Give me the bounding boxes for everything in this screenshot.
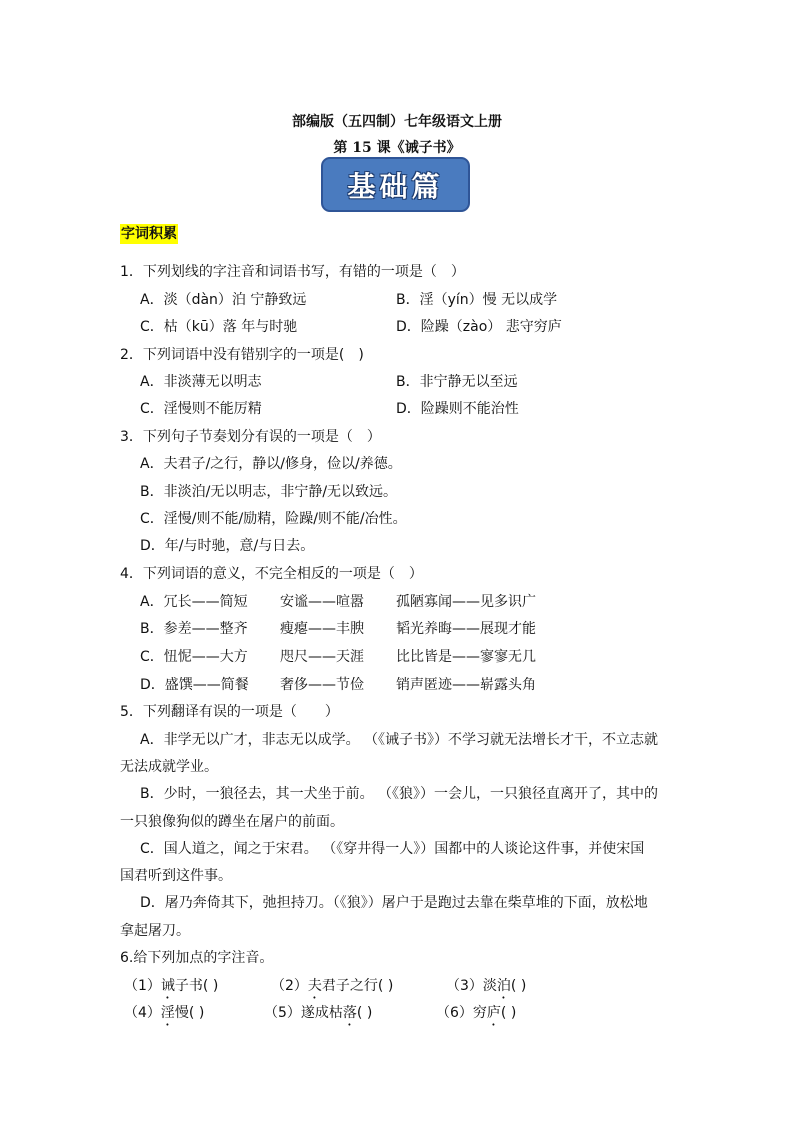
q3-option-c: C．淫慢/则不能/励精，险躁/则不能/冶性。: [140, 511, 407, 527]
q6-item-blank: ( ): [356, 1005, 373, 1021]
q4-row-a-col3: 孤陋寡闻——见多识广: [396, 594, 536, 610]
q6-dotted-char: 诫: [160, 978, 175, 994]
q6-item-4: [124, 1003, 204, 1029]
q4-row-b-col3: 韬光养晦——展现才能: [396, 621, 536, 637]
q5-option-b-line1: B．少时，一狼径去，其一犬坐于前。 （《狼》）一会儿，一只狼径直离开了，其中的: [140, 786, 659, 802]
q5-option-c-line2: 国君听到这件事。: [120, 868, 232, 884]
q1-option-d: D．险躁（zào） 悲守穷庐: [396, 319, 562, 335]
section-banner: [321, 157, 470, 212]
q6-stem: 6.给下列加点的字注音。: [120, 950, 274, 966]
q2-option-d: D．险躁则不能治性: [396, 401, 519, 417]
q3-stem: 3．下列句子节奏划分有误的一项是（ ）: [120, 429, 381, 445]
q5-option-b-line2: 一只狼像狗似的蹲坐在屠户的前面。: [120, 814, 344, 830]
q6-item-number: （1）: [124, 978, 161, 994]
q4-stem: 4．下列词语的意义，不完全相反的一项是（ ）: [120, 566, 423, 582]
q4-row-c-col2: 咫尺——天涯: [280, 649, 364, 665]
q6-item-2: [271, 976, 393, 1002]
page-title: 部编版（五四制）七年级语文上册: [292, 114, 502, 130]
q6-item-3: [446, 976, 526, 1002]
q4-row-b-col2: 瘦瘪——丰腴: [280, 621, 364, 637]
q5-option-c-line1: C．国人道之，闻之于宋君。 （《穿井得一人》）国都中的人谈论这件事，并使宋国: [140, 841, 645, 857]
q6-item-number: （2）: [271, 978, 308, 994]
q6-item-number: （5）: [264, 1005, 301, 1021]
q6-item-6: [436, 1003, 516, 1029]
q6-item-number: （6）: [436, 1005, 473, 1021]
q1-option-a: A．淡（dàn）泊 宁静致远: [140, 292, 307, 308]
q6-item-blank: 子书( ): [174, 978, 219, 994]
q6-item-blank: 慢( ): [174, 1005, 205, 1021]
q3-option-a: A．夫君子/之行，静以/修身，俭以/养德。: [140, 456, 402, 472]
q1-option-c: C．枯（kū）落 年与时驰: [140, 319, 298, 335]
q1-option-b: B．淫（yín）慢 无以成学: [396, 292, 558, 308]
q1-stem: 1．下列划线的字注音和词语书写，有错的一项是（ ）: [120, 264, 465, 280]
q6-dotted-char: 泊: [496, 978, 511, 994]
q5-stem: 5．下列翻译有误的一项是（ ）: [120, 704, 339, 720]
q4-row-d-col2: 奢侈——节俭: [280, 677, 364, 693]
q6-item-blank: ( ): [510, 978, 527, 994]
q4-row-d-col3: 销声匿迹——崭露头角: [396, 677, 536, 693]
q2-stem: 2．下列词语中没有错别字的一项是( ): [120, 347, 364, 363]
q6-item-1: [124, 976, 218, 1002]
lesson-title: 第 15 课《诫子书》: [333, 140, 461, 156]
q2-option-c: C．淫慢则不能厉精: [140, 401, 262, 417]
q6-dotted-char: 庐: [486, 1005, 501, 1021]
q6-dotted-char: 夫: [307, 978, 322, 994]
q6-item-number: （3）: [446, 978, 483, 994]
banner-text: 基础篇: [347, 169, 444, 203]
q2-option-a: A．非淡薄无以明志: [140, 374, 262, 390]
q6-item-blank: ( ): [500, 1005, 517, 1021]
q4-row-d-col1: D．盛馔——简餐: [140, 677, 249, 693]
q6-item-5: [264, 1003, 372, 1029]
q6-item-blank: 君子之行( ): [321, 978, 394, 994]
q6-item-text: 遂成枯: [300, 1005, 343, 1021]
q6-item-text: 淡: [482, 978, 497, 994]
q5-option-a-line2: 无法成就学业。: [120, 759, 218, 775]
q2-option-b: B．非宁静无以至远: [396, 374, 518, 390]
q4-row-a-col1: A．冗长——简短: [140, 594, 248, 610]
q6-dotted-char: 落: [342, 1005, 357, 1021]
q4-row-c-col3: 比比皆是——寥寥无几: [396, 649, 536, 665]
q6-dotted-char: 淫: [160, 1005, 175, 1021]
q4-row-b-col1: B．参差——整齐: [140, 621, 248, 637]
section-label: 字词积累: [121, 226, 177, 242]
q5-option-d-line1: D．屠乃奔倚其下，弛担持刀。（《狼》）屠户于是跑过去靠在柴草堆的下面，放松地: [140, 895, 648, 911]
q5-option-a-line1: A．非学无以广才，非志无以成学。 （《诫子书》）不学习就无法增长才干，不立志就: [140, 732, 659, 748]
q6-item-text: 穷: [472, 1005, 487, 1021]
q3-option-d: D．年/与时驰，意/与日去。: [140, 538, 315, 554]
q5-option-d-line2: 拿起屠刀。: [120, 923, 190, 939]
q3-option-b: B．非淡泊/无以明志，非宁静/无以致远。: [140, 484, 398, 500]
q4-row-a-col2: 安谧——喧嚣: [280, 594, 364, 610]
q4-row-c-col1: C．忸怩——大方: [140, 649, 248, 665]
q6-item-number: （4）: [124, 1005, 161, 1021]
